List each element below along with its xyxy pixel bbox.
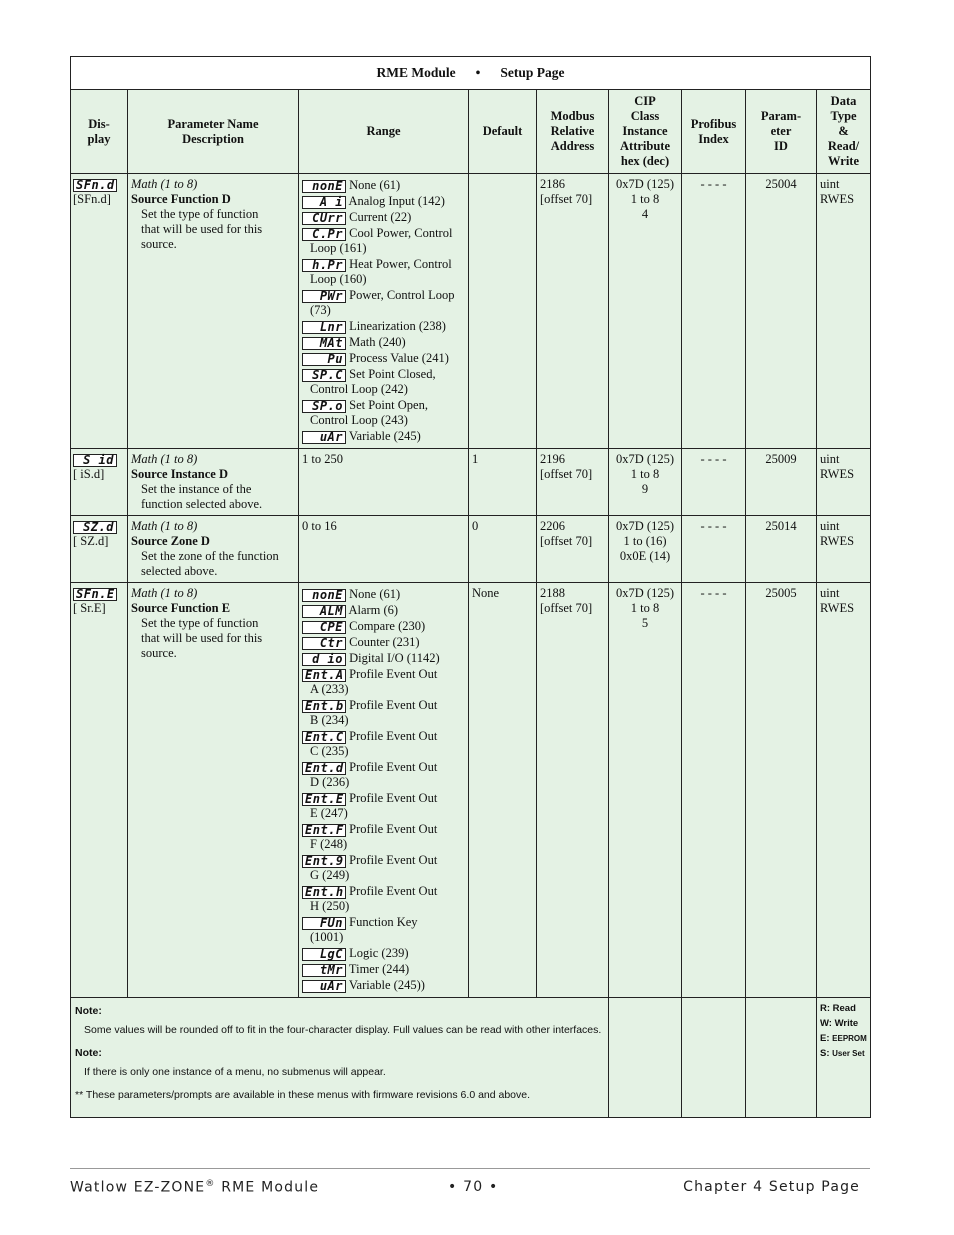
lcd-display: Ent.9 (302, 855, 346, 868)
lcd-display: Lnr (302, 321, 346, 334)
param-name: Source Function D (131, 192, 231, 206)
lcd-display: SZ.d (73, 521, 117, 534)
note-title: Note: (75, 1047, 102, 1059)
range-item: MAt Math (240) (302, 335, 465, 350)
paramid-cell: 25009 (746, 449, 817, 516)
header-modbus: Modbus Relative Address (537, 90, 609, 174)
table-row (71, 174, 871, 449)
modbus-cell: 2186 [offset 70] (537, 174, 609, 449)
param-cell (128, 449, 299, 516)
note-body: Some values will be rounded off to fit in the four-character display. Full values can be read with other interfaces. (84, 1024, 602, 1036)
range-item: LgC Logic (239) (302, 946, 465, 961)
table-row (71, 449, 871, 516)
range-item: A i Analog Input (142) (302, 194, 465, 209)
param-desc: Set the type of function that will be used for this source. (141, 207, 263, 251)
display-code: [ SZ.d] (73, 534, 109, 548)
notes-row (71, 998, 871, 1118)
header-paramid: Param- eter ID (746, 90, 817, 174)
display-cell (71, 174, 128, 449)
lcd-display: Ent.E (302, 793, 346, 806)
header-default: Default (469, 90, 537, 174)
cip-cell: 0x7D (125) 1 to 8 4 (609, 174, 682, 449)
range-item: C.Pr Cool Power, Control Loop (161) (302, 226, 465, 256)
param-math: Math (1 to 8) (131, 452, 198, 466)
lcd-display: uAr (302, 431, 346, 444)
lcd-display: MAt (302, 337, 346, 350)
header-row (71, 90, 871, 174)
range-item: Ent.C Profile Event Out C (235) (302, 729, 465, 759)
range-item: Ent.9 Profile Event Out G (249) (302, 853, 465, 883)
param-cell (128, 516, 299, 583)
table-caption: RME Module • Setup Page (71, 57, 871, 90)
table-row (71, 516, 871, 583)
empty-cell (609, 998, 682, 1118)
modbus-cell: 2206 [offset 70] (537, 516, 609, 583)
range-item: h.Pr Heat Power, Control Loop (160) (302, 257, 465, 287)
legend-write: W: Write (820, 1018, 859, 1029)
lcd-display: CUrr (302, 212, 346, 225)
range-item: Ent.A Profile Event Out A (233) (302, 667, 465, 697)
legend-read: R: Read (820, 1003, 856, 1014)
range-item: PWr Power, Control Loop (73) (302, 288, 465, 318)
page-footer (70, 1168, 870, 1196)
note-body: ** These parameters/prompts are available in these menus with firmware revisions 6.0 and above. (75, 1089, 531, 1101)
param-math: Math (1 to 8) (131, 177, 198, 191)
range-cell (299, 583, 469, 998)
profibus-cell: - - - - (682, 449, 746, 516)
paramid-cell: 25005 (746, 583, 817, 998)
lcd-display: CPE (302, 621, 346, 634)
lcd-display: Ent.h (302, 886, 346, 899)
legend-eeprom: E: EEPROM (820, 1033, 867, 1044)
legend-userset: S: User Set (820, 1048, 865, 1059)
datatype-cell: uint RWES (817, 516, 871, 583)
profibus-cell: - - - - (682, 583, 746, 998)
lcd-display: h.Pr (302, 259, 346, 272)
param-desc: Set the instance of the function selected above. (141, 482, 263, 511)
param-desc: Set the type of function that will be used for this source. (141, 616, 263, 660)
datatype-cell: uint RWES (817, 583, 871, 998)
default-cell: 0 (469, 516, 537, 583)
lcd-display: SFn.E (73, 588, 117, 601)
header-datatype: Data Type & Read/ Write (817, 90, 871, 174)
range-item: Ent.b Profile Event Out B (234) (302, 698, 465, 728)
legend-cell (817, 998, 871, 1118)
param-cell (128, 174, 299, 449)
range-cell: 1 to 250 (299, 449, 469, 516)
modbus-cell: 2196 [offset 70] (537, 449, 609, 516)
lcd-display: Pu (302, 353, 346, 366)
display-code: [SFn.d] (73, 192, 111, 206)
paramid-cell: 25004 (746, 174, 817, 449)
lcd-display: FUn (302, 917, 346, 930)
range-cell: 0 to 16 (299, 516, 469, 583)
range-item: uAr Variable (245)) (302, 978, 465, 993)
display-cell (71, 516, 128, 583)
lcd-display: C.Pr (302, 228, 346, 241)
range-item: SP.o Set Point Open, Control Loop (243) (302, 398, 465, 428)
paramid-cell: 25014 (746, 516, 817, 583)
range-item: d io Digital I/O (1142) (302, 651, 465, 666)
datatype-cell: uint RWES (817, 174, 871, 449)
range-item: tMr Timer (244) (302, 962, 465, 977)
empty-cell (682, 998, 746, 1118)
header-cip: CIP Class Instance Attribute hex (dec) (609, 90, 682, 174)
table-row (71, 583, 871, 998)
notes-cell (71, 998, 609, 1118)
lcd-display: SFn.d (73, 179, 117, 192)
lcd-display: PWr (302, 290, 346, 303)
range-item: SP.C Set Point Closed, Control Loop (242) (302, 367, 465, 397)
parameter-table (70, 56, 871, 1118)
range-item: Ctr Counter (231) (302, 635, 465, 650)
cip-cell: 0x7D (125) 1 to 8 9 (609, 449, 682, 516)
param-name: Source Function E (131, 601, 231, 615)
range-item: Lnr Linearization (238) (302, 319, 465, 334)
range-cell (299, 174, 469, 449)
lcd-display: ALM (302, 605, 346, 618)
lcd-display: SP.o (302, 400, 346, 413)
lcd-display: Ctr (302, 637, 346, 650)
range-item: ALM Alarm (6) (302, 603, 465, 618)
footer-right: Chapter 4 Setup Page (683, 1179, 860, 1195)
lcd-display: Ent.F (302, 824, 346, 837)
cip-cell: 0x7D (125) 1 to 8 5 (609, 583, 682, 998)
lcd-display: Ent.C (302, 731, 346, 744)
param-name: Source Zone D (131, 534, 210, 548)
lcd-display: Ent.b (302, 700, 346, 713)
range-item: Ent.h Profile Event Out H (250) (302, 884, 465, 914)
empty-cell (746, 998, 817, 1118)
profibus-cell: - - - - (682, 174, 746, 449)
range-item: CPE Compare (230) (302, 619, 465, 634)
range-item: nonE None (61) (302, 587, 465, 602)
param-desc: Set the zone of the function selected above. (141, 549, 279, 578)
display-cell (71, 449, 128, 516)
default-cell: 1 (469, 449, 537, 516)
profibus-cell: - - - - (682, 516, 746, 583)
lcd-display: d io (302, 653, 346, 666)
default-cell (469, 174, 537, 449)
lcd-display: LgC (302, 948, 346, 961)
document-page (70, 56, 870, 1118)
range-item: CUrr Current (22) (302, 210, 465, 225)
header-param: Parameter Name Description (128, 90, 299, 174)
modbus-cell: 2188 [offset 70] (537, 583, 609, 998)
header-profibus: Profibus Index (682, 90, 746, 174)
param-cell (128, 583, 299, 998)
display-code: [ iS.d] (73, 467, 105, 481)
range-item: FUn Function Key (1001) (302, 915, 465, 945)
header-range: Range (299, 90, 469, 174)
lcd-display: nonE (302, 180, 346, 193)
lcd-display: Ent.d (302, 762, 346, 775)
range-item: Pu Process Value (241) (302, 351, 465, 366)
range-item: Ent.d Profile Event Out D (236) (302, 760, 465, 790)
lcd-display: uAr (302, 980, 346, 993)
footer-left: Watlow EZ-ZONE® RME Module (70, 1179, 320, 1196)
header-display: Dis- play (71, 90, 128, 174)
note-title: Note: (75, 1005, 102, 1017)
range-item: uAr Variable (245) (302, 429, 465, 444)
lcd-display: A i (302, 196, 346, 209)
range-item: nonE None (61) (302, 178, 465, 193)
range-item: Ent.E Profile Event Out E (247) (302, 791, 465, 821)
param-math: Math (1 to 8) (131, 519, 198, 533)
datatype-cell: uint RWES (817, 449, 871, 516)
note-body: If there is only one instance of a menu, no submenus will appear. (84, 1066, 386, 1078)
lcd-display: S id (73, 454, 117, 467)
default-cell: None (469, 583, 537, 998)
footer-page-number: • 70 • (448, 1179, 499, 1195)
lcd-display: tMr (302, 964, 346, 977)
lcd-display: nonE (302, 589, 346, 602)
cip-cell: 0x7D (125) 1 to (16) 0x0E (14) (609, 516, 682, 583)
range-item: Ent.F Profile Event Out F (248) (302, 822, 465, 852)
param-math: Math (1 to 8) (131, 586, 198, 600)
display-cell (71, 583, 128, 998)
lcd-display: SP.C (302, 369, 346, 382)
display-code: [ Sr.E] (73, 601, 106, 615)
lcd-display: Ent.A (302, 669, 346, 682)
param-name: Source Instance D (131, 467, 228, 481)
